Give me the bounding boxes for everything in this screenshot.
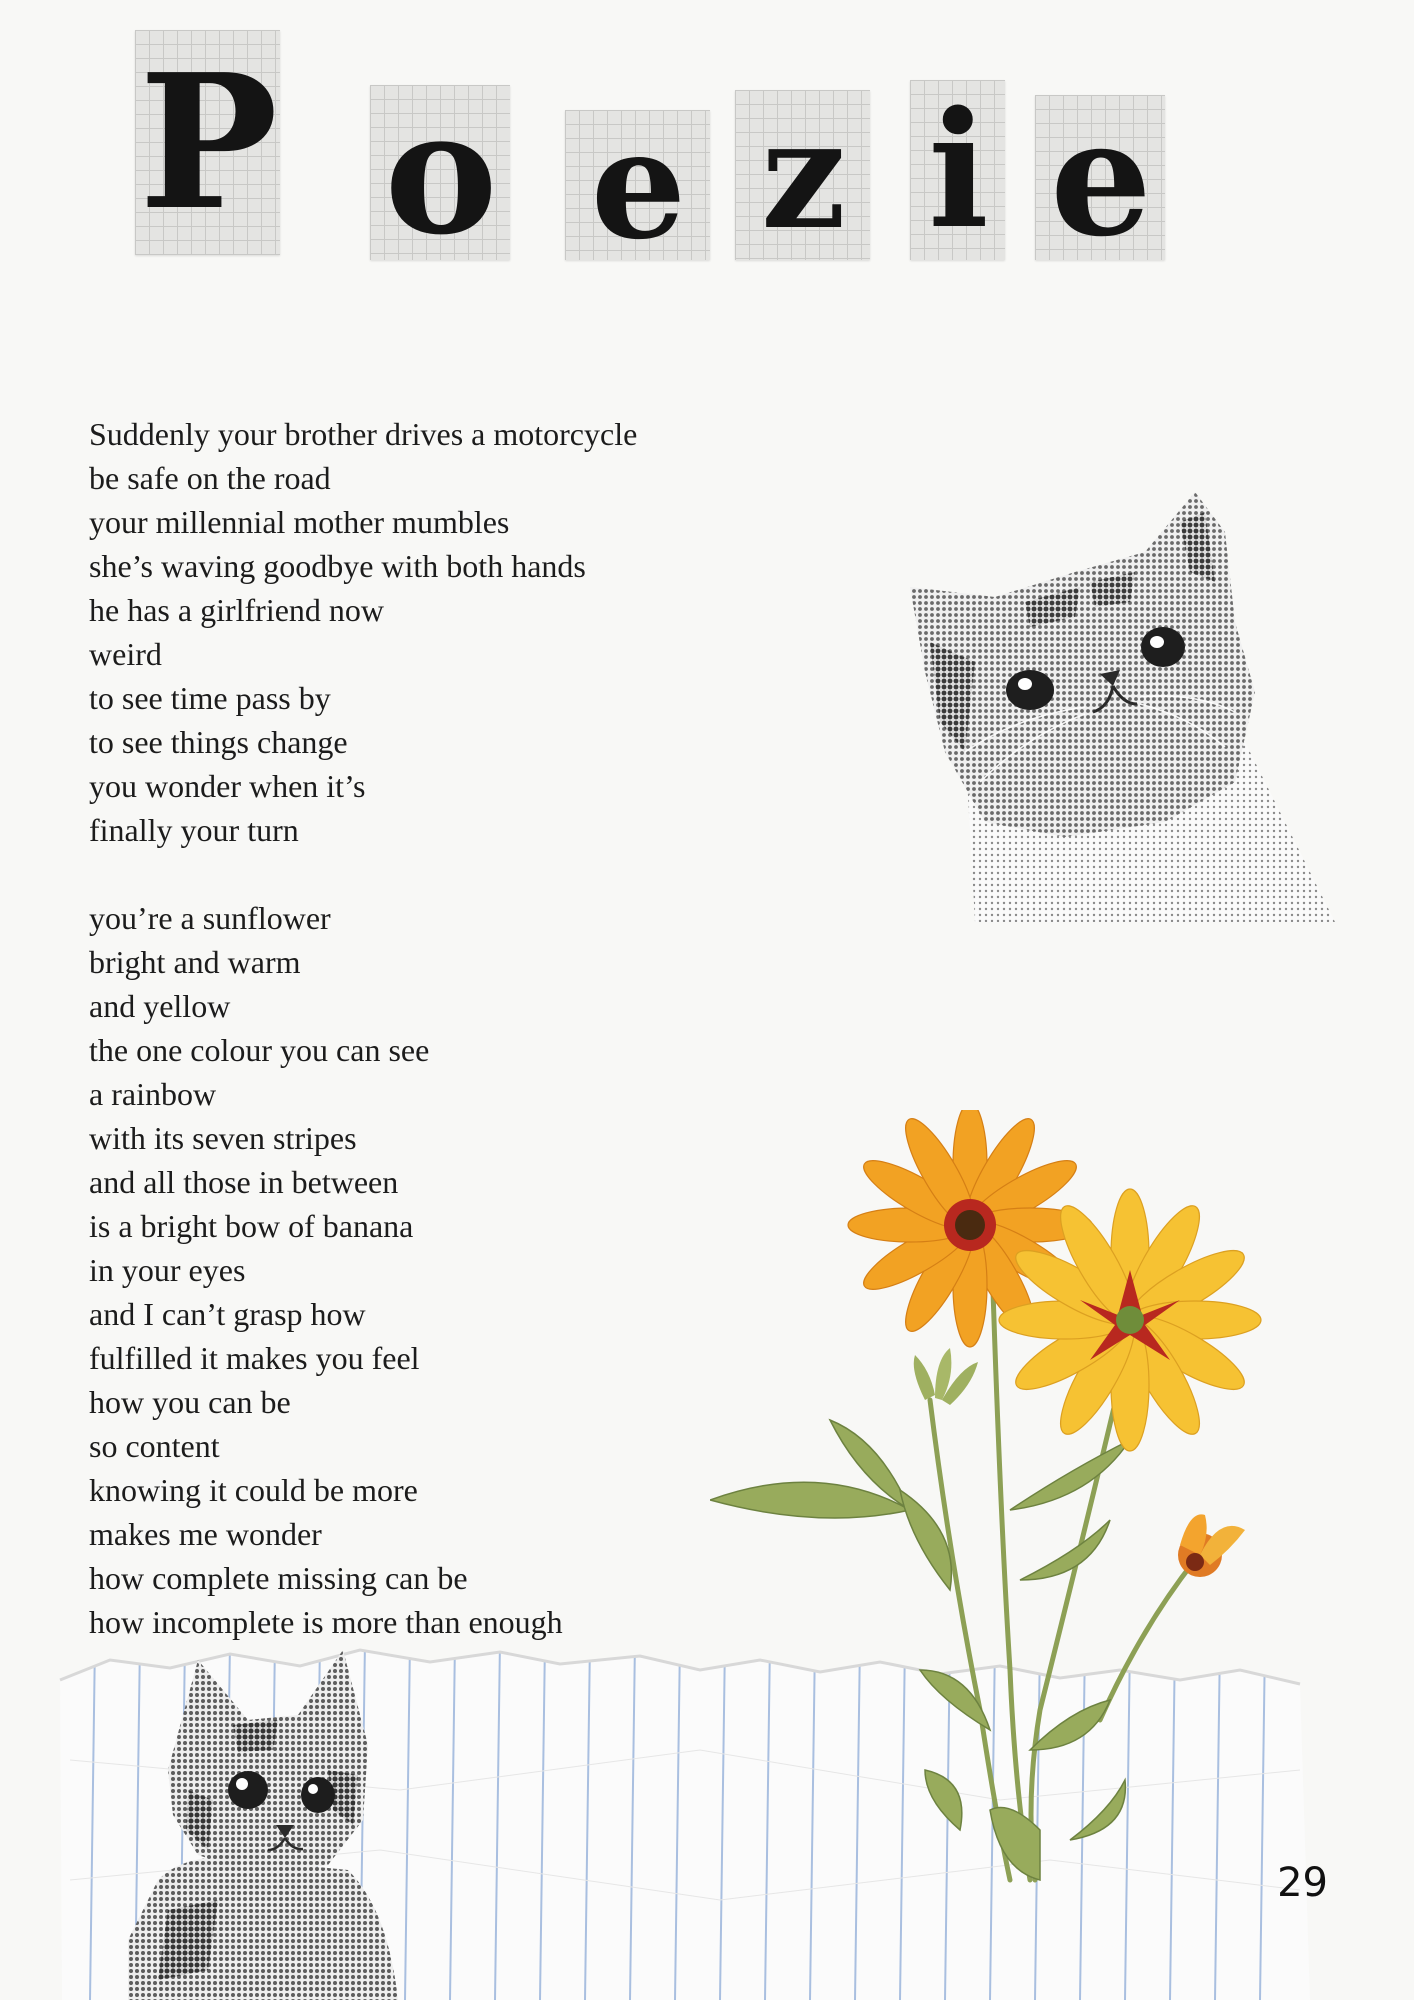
- poem-line: a rainbow: [89, 1076, 217, 1112]
- poem-line: and yellow: [89, 988, 231, 1024]
- title-letter-tile: [565, 97, 710, 273]
- stanza-gap: [89, 852, 769, 896]
- poem-line: you wonder when it’s: [89, 768, 366, 804]
- poem-stanza-1: [89, 412, 769, 852]
- title-letter-tile: [370, 72, 510, 273]
- poem-line: how complete missing can be: [89, 1560, 468, 1596]
- poem-line: be safe on the road: [89, 460, 331, 496]
- poem-line: you’re a sunflower: [89, 900, 331, 936]
- poem-line: she’s waving goodbye with both hands: [89, 548, 586, 584]
- poem-line: weird: [89, 636, 162, 672]
- sunflower-illustration: [710, 1110, 1310, 1900]
- title-letter: i: [928, 76, 987, 264]
- poem-line: in your eyes: [89, 1252, 246, 1288]
- poem-line: is a bright bow of banana: [89, 1208, 414, 1244]
- poem-line: how you can be: [89, 1384, 291, 1420]
- cat-photo: [905, 492, 1345, 932]
- poem-line: how incomplete is more than enough: [89, 1604, 563, 1640]
- title-letter: z: [760, 87, 845, 263]
- page-title: [135, 30, 1195, 273]
- poem-line: fulfilled it makes you feel: [89, 1340, 420, 1376]
- poem-line: finally your turn: [89, 812, 299, 848]
- title-letter-tile: [910, 76, 1005, 264]
- poem-line: your millennial mother mumbles: [89, 504, 510, 540]
- poem-line: knowing it could be more: [89, 1472, 418, 1508]
- page-number: 29: [1277, 1860, 1328, 1906]
- poem-line: he has a girlfriend now: [89, 592, 385, 628]
- title-letter-tile: [135, 30, 280, 255]
- poem-line: makes me wonder: [89, 1516, 322, 1552]
- poem-line: bright and warm: [89, 944, 301, 980]
- poem-line: and I can’t grasp how: [89, 1296, 366, 1332]
- poem-stanza-2: [89, 896, 769, 1644]
- title-letter: o: [384, 72, 496, 273]
- poem: [89, 412, 769, 1644]
- poem-line: and all those in between: [89, 1164, 399, 1200]
- poem-line: to see time pass by: [89, 680, 331, 716]
- kitten-photo: [128, 1650, 448, 2000]
- poem-line: so content: [89, 1428, 220, 1464]
- poem-line: the one colour you can see: [89, 1032, 430, 1068]
- poem-line: with its seven stripes: [89, 1120, 357, 1156]
- poem-line: to see things change: [89, 724, 348, 760]
- title-letter: e: [1050, 83, 1150, 272]
- title-letter: P: [138, 33, 277, 251]
- title-letter-tile: [1035, 83, 1165, 272]
- poem-line: Suddenly your brother drives a motorcycle: [89, 416, 638, 452]
- title-letter: e: [590, 97, 685, 273]
- title-letter-tile: [735, 87, 870, 263]
